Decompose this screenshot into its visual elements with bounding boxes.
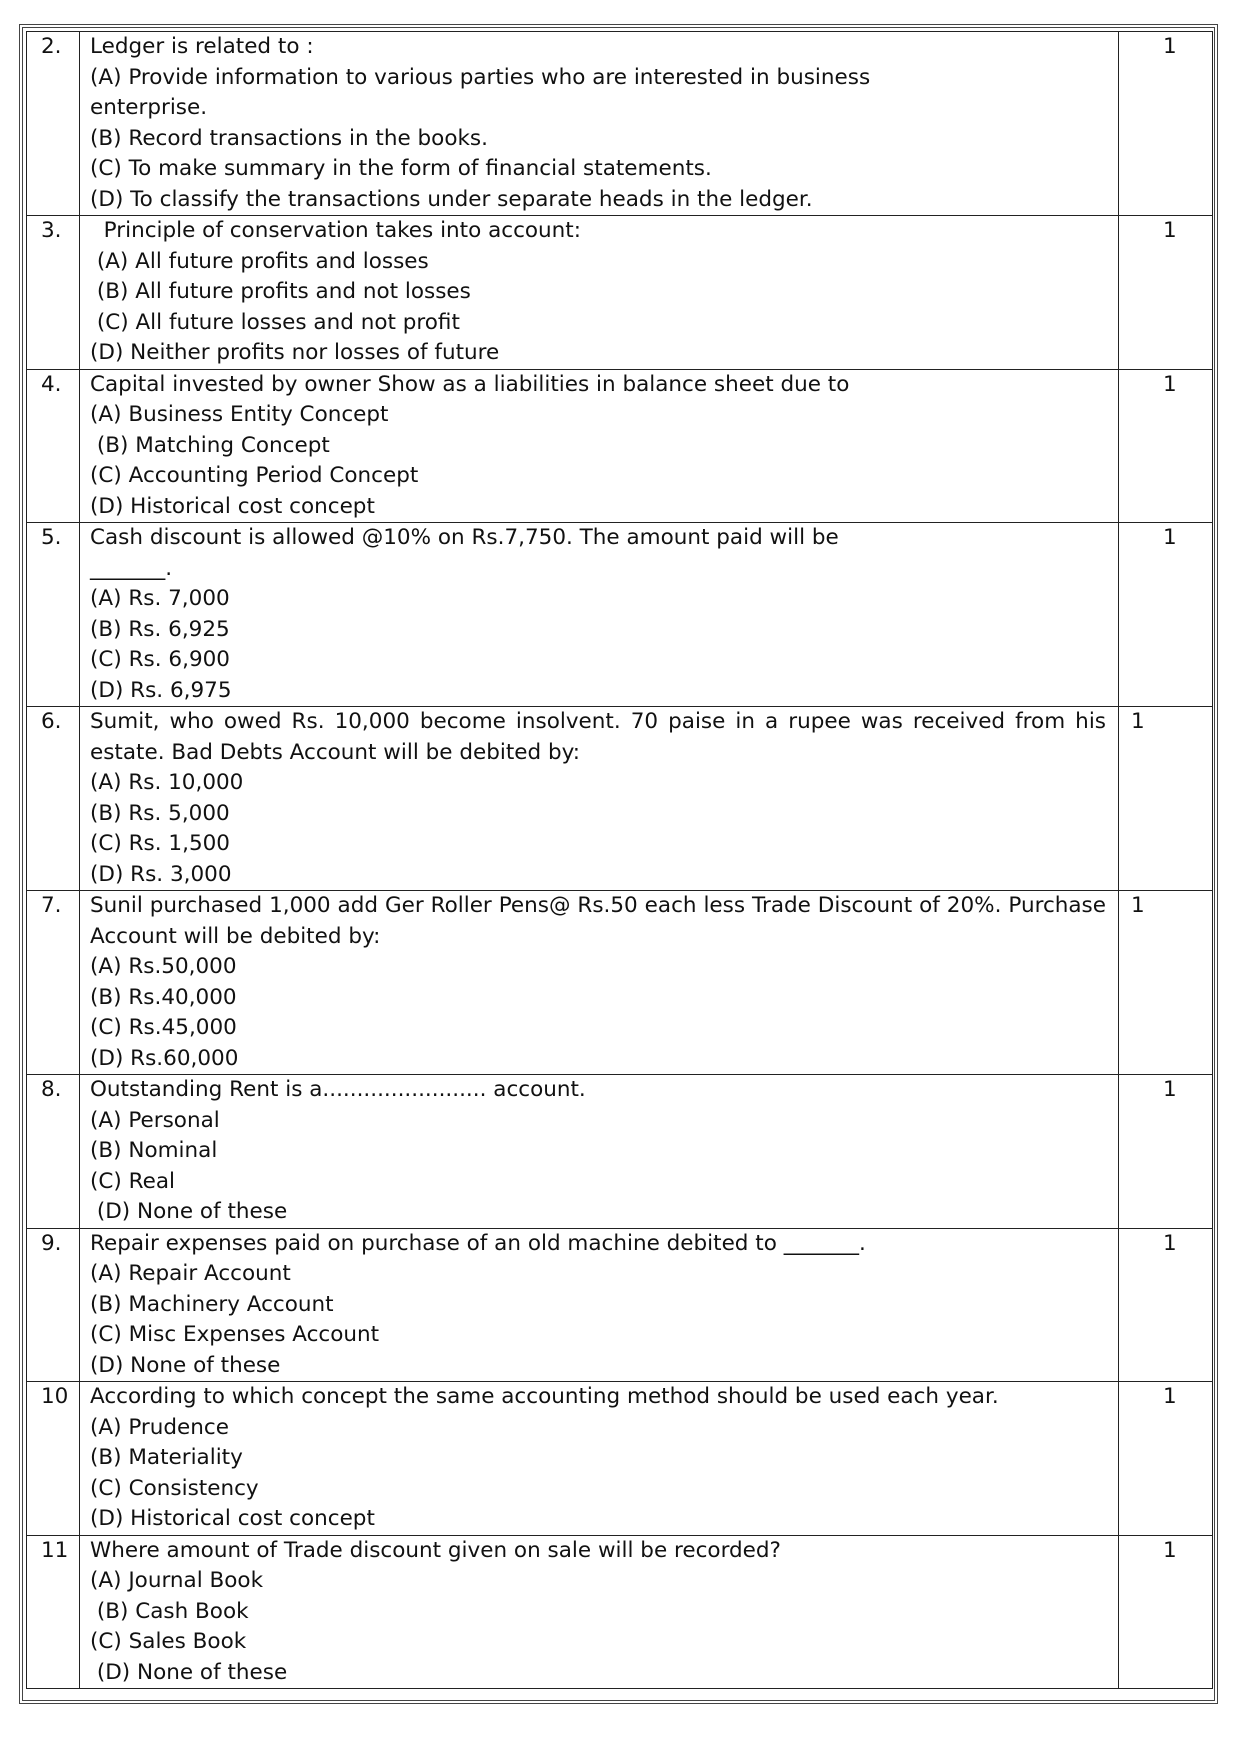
- option: (B) Cash Book: [90, 1598, 249, 1624]
- option: (C) Misc Expenses Account: [90, 1322, 380, 1347]
- option: _______.: [90, 555, 173, 581]
- question-content: [80, 369, 1119, 523]
- option: (A) Provide information to various parties who are interested in business: [90, 64, 871, 90]
- option: (A) Prudence: [90, 1414, 229, 1440]
- option: (B) All future profits and not losses: [90, 279, 471, 304]
- marks-cell: [1119, 707, 1213, 891]
- option: (C) Rs. 1,500: [90, 831, 230, 856]
- option: (A) Business Entity Concept: [90, 402, 389, 427]
- marks-cell: [1119, 1535, 1213, 1689]
- marks-value: 1: [1163, 1537, 1177, 1563]
- question-row: [27, 216, 1213, 370]
- marks-value: 1: [1163, 1384, 1177, 1409]
- option: (C) To make summary in the form of financial statements.: [90, 156, 712, 181]
- question-number: 7.: [27, 891, 80, 1075]
- question-row: [27, 369, 1213, 523]
- option: (A) All future profits and losses: [90, 248, 429, 274]
- option: (A) Repair Account: [90, 1261, 291, 1286]
- question-text: Cash discount is allowed @10% on Rs.7,750. The amount paid will be: [90, 525, 839, 550]
- question-number: 4.: [27, 369, 80, 523]
- question-number: 3.: [27, 216, 80, 370]
- question-number: 10: [27, 1382, 80, 1536]
- question-number: 9.: [27, 1228, 80, 1382]
- question-content: [80, 891, 1119, 1075]
- option: (D) Rs. 6,975: [90, 677, 232, 703]
- option: (D) To classify the transactions under separate heads in the ledger.: [90, 186, 813, 212]
- marks-cell: [1119, 523, 1213, 707]
- option: (B) Matching Concept: [90, 432, 330, 458]
- question-text: Principle of conservation takes into account:: [90, 218, 581, 243]
- option: (C) All future losses and not profit: [90, 309, 460, 335]
- question-row: [27, 32, 1213, 216]
- marks-value: 1: [1163, 371, 1177, 397]
- marks-value: 1: [1163, 525, 1177, 550]
- question-number: 2.: [27, 32, 80, 216]
- option: (A) Rs.50,000: [90, 954, 237, 979]
- option: (B) Materiality: [90, 1445, 243, 1470]
- question-number: 5.: [27, 523, 80, 707]
- option: (B) Rs. 5,000: [90, 800, 230, 826]
- question-row: [27, 523, 1213, 707]
- option: (D) Neither profits nor losses of future: [90, 340, 500, 365]
- question-content: [80, 523, 1119, 707]
- option: (D) Historical cost concept: [90, 1506, 375, 1531]
- marks-value: 1: [1163, 218, 1177, 243]
- question-row: [27, 1075, 1213, 1229]
- question-content: [80, 707, 1119, 891]
- option: (B) Record transactions in the books.: [90, 125, 488, 151]
- marks-cell: [1119, 1382, 1213, 1536]
- question-text: Sunil purchased 1,000 add Ger Roller Pens@ Rs.50 each less Trade Discount of 20%. Purchase Account will be debited by:: [90, 893, 1106, 949]
- option: (C) Sales Book: [90, 1629, 247, 1654]
- questions-table: [26, 31, 1213, 1689]
- option: (D) Historical cost concept: [90, 493, 375, 519]
- question-text: According to which concept the same accounting method should be used each year.: [90, 1384, 999, 1409]
- option: (C) Rs. 6,900: [90, 647, 230, 672]
- option: (B) Machinery Account: [90, 1291, 334, 1317]
- marks-value: 1: [1131, 893, 1145, 918]
- option: (B) Nominal: [90, 1138, 218, 1163]
- question-text: Ledger is related to :: [90, 34, 314, 59]
- question-content: [80, 1075, 1119, 1229]
- question-text: Capital invested by owner Show as a liabilities in balance sheet due to: [90, 371, 850, 397]
- question-row: [27, 891, 1213, 1075]
- question-text: Sumit, who owed Rs. 10,000 become insolvent. 70 paise in a rupee was received from his estate. Bad Debts Account will be debited by:: [90, 709, 1106, 765]
- question-text: Where amount of Trade discount given on sale will be recorded?: [90, 1537, 781, 1563]
- marks-cell: [1119, 891, 1213, 1075]
- question-row: [27, 707, 1213, 891]
- marks-value: 1: [1163, 34, 1177, 59]
- question-row: [27, 1535, 1213, 1689]
- option: (A) Journal Book: [90, 1568, 264, 1593]
- question-number: 8.: [27, 1075, 80, 1229]
- question-number: 11: [27, 1535, 80, 1689]
- option: (D) None of these: [90, 1199, 288, 1224]
- option: (D) None of these: [90, 1659, 288, 1685]
- option: (A) Personal: [90, 1107, 220, 1133]
- marks-value: 1: [1163, 1230, 1177, 1256]
- option: (D) Rs.60,000: [90, 1045, 239, 1071]
- option: enterprise.: [90, 95, 208, 120]
- marks-cell: [1119, 1075, 1213, 1229]
- marks-cell: [1119, 32, 1213, 216]
- option: (B) Rs. 6,925: [90, 616, 230, 642]
- option: (C) Accounting Period Concept: [90, 463, 419, 488]
- marks-cell: [1119, 1228, 1213, 1382]
- marks-value: 1: [1131, 709, 1145, 734]
- marks-value: 1: [1163, 1077, 1177, 1102]
- question-text: Repair expenses paid on purchase of an old machine debited to _______.: [90, 1230, 866, 1256]
- question-content: [80, 1382, 1119, 1536]
- question-content: [80, 216, 1119, 370]
- marks-cell: [1119, 216, 1213, 370]
- option: (D) Rs. 3,000: [90, 861, 232, 887]
- option: (B) Rs.40,000: [90, 984, 237, 1010]
- option: (C) Consistency: [90, 1475, 259, 1501]
- option: (C) Rs.45,000: [90, 1015, 237, 1040]
- option: (A) Rs. 10,000: [90, 770, 244, 795]
- question-content: [80, 1228, 1119, 1382]
- question-row: [27, 1228, 1213, 1382]
- question-content: [80, 32, 1119, 216]
- question-text: Outstanding Rent is a........................ account.: [90, 1077, 586, 1102]
- question-row: [27, 1382, 1213, 1536]
- option: (C) Real: [90, 1168, 175, 1194]
- marks-cell: [1119, 369, 1213, 523]
- option: (A) Rs. 7,000: [90, 586, 230, 611]
- question-number: 6.: [27, 707, 80, 891]
- option: (D) None of these: [90, 1352, 281, 1378]
- question-content: [80, 1535, 1119, 1689]
